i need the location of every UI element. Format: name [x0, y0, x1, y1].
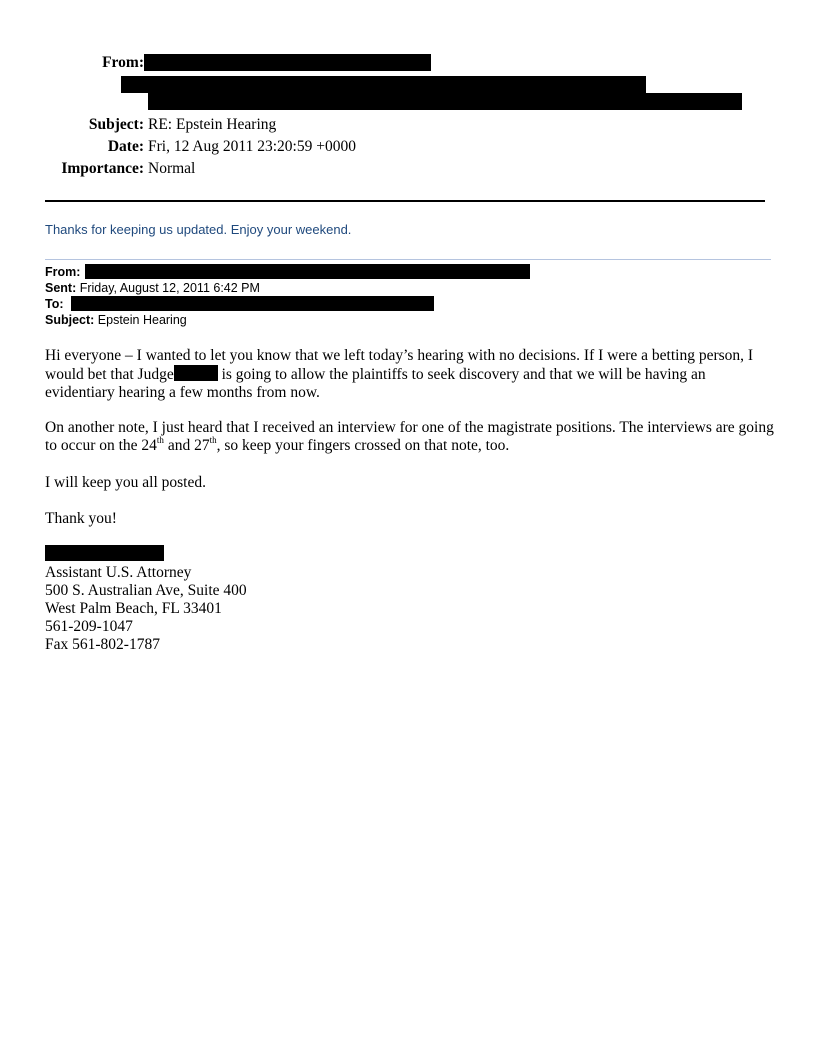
header-subject-label: Subject:: [88, 116, 144, 133]
signature-address-1: 500 S. Australian Ave, Suite 400: [45, 582, 247, 599]
body-p1-start: Hi everyone – I wanted to let you know that we left today’s hearing with no decisions. If I were a betting person, I would bet that Judge: [45, 347, 754, 383]
redacted-forwarded-from: [85, 264, 530, 279]
redacted-recipients-line-2: [148, 93, 742, 110]
signature-title: Assistant U.S. Attorney: [45, 564, 192, 581]
body-sup-2: th: [209, 434, 217, 445]
header-divider: [45, 200, 765, 202]
forwarded-from-label: From:: [45, 265, 81, 279]
body-paragraph-1: [45, 347, 775, 402]
header-date-value: Fri, 12 Aug 2011 23:20:59 +0000: [148, 138, 356, 155]
header-subject-value: RE: Epstein Hearing: [148, 116, 277, 133]
forwarded-subject-value: Epstein Hearing: [97, 313, 187, 327]
forwarded-sent-row: [45, 280, 260, 296]
signature-address-2: West Palm Beach, FL 33401: [45, 600, 222, 617]
forwarded-to-row: [45, 296, 64, 312]
header-importance-value: Normal: [148, 160, 196, 177]
body-paragraph-4: Thank you!: [45, 510, 117, 527]
header-from-label: From:: [102, 54, 144, 71]
body-p2-end: , so keep your fingers crossed on that note, too.: [216, 437, 510, 454]
quoted-divider: [45, 259, 771, 260]
forwarded-to-label: To:: [45, 297, 64, 311]
forwarded-sent-label: Sent:: [45, 281, 77, 295]
redacted-recipients-line-1: [121, 76, 646, 93]
forwarded-subject-row: [45, 312, 187, 328]
header-date-label: Date:: [107, 138, 144, 155]
body-sup-1: th: [156, 434, 164, 445]
reply-text: Thanks for keeping us updated. Enjoy your weekend.: [45, 222, 352, 237]
redacted-signature-name: [45, 545, 164, 561]
body-p1-end: is going to allow the plaintiffs to seek discovery and that we will be having an evidentiary hearing a few months from now.: [45, 366, 706, 401]
header-importance-label: Importance:: [61, 160, 144, 177]
forwarded-from-row: [45, 264, 80, 280]
body-paragraph-3: I will keep you all posted.: [45, 474, 206, 491]
signature-fax: Fax 561-802-1787: [45, 636, 160, 653]
redacted-judge-name: [174, 365, 218, 381]
body-p2-mid: and 27: [163, 437, 210, 454]
forwarded-sent-value: Friday, August 12, 2011 6:42 PM: [79, 281, 260, 295]
redacted-from: [144, 54, 431, 71]
signature-phone: 561-209-1047: [45, 618, 133, 635]
body-p2-start: On another note, I just heard that I received an interview for one of the magistrate positions. The interviews are going to occur on the 24: [45, 419, 774, 454]
redacted-forwarded-to: [71, 296, 434, 311]
forwarded-subject-label: Subject:: [45, 313, 95, 327]
body-paragraph-2: [45, 419, 775, 455]
signature-block: [45, 564, 247, 654]
